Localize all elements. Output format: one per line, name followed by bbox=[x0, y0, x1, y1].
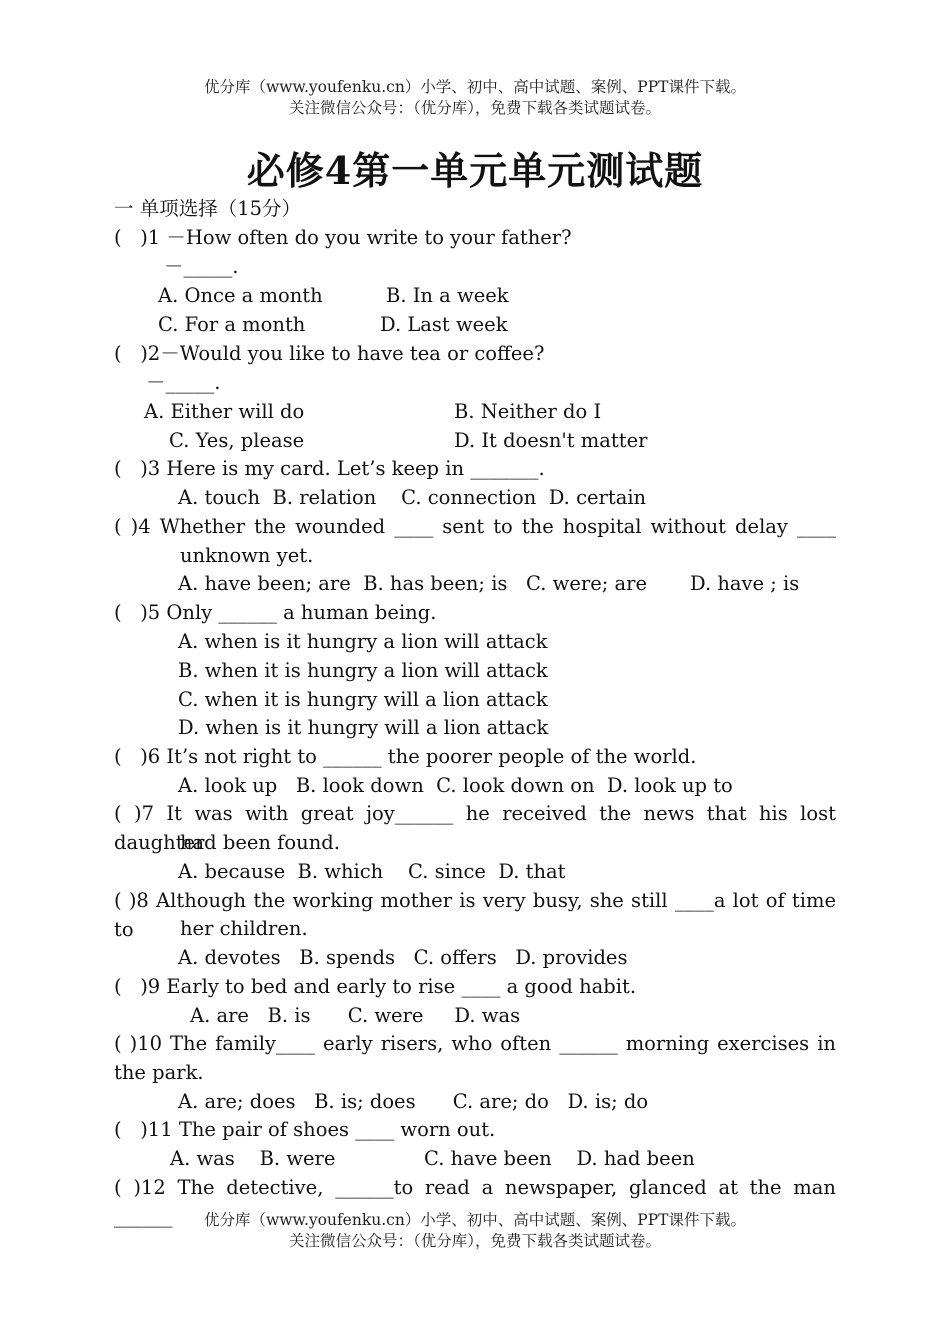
q5-option-d: D. when is it hungry will a lion attack bbox=[178, 716, 549, 739]
q6-options: A. look up B. look down C. look down on D. look up to bbox=[178, 774, 733, 797]
q11-stem: ( )11 The pair of shoes ____ worn out. bbox=[114, 1118, 496, 1141]
q5-option-c: C. when it is hungry will a lion attack bbox=[178, 688, 548, 711]
page-header bbox=[0, 77, 950, 119]
page-footer bbox=[0, 1210, 950, 1252]
q1-stem: ( )1 －How often do you write to your father? bbox=[114, 226, 572, 249]
q3-options: A. touch B. relation C. connection D. certain bbox=[178, 486, 647, 509]
q10-stem-continued: the park. bbox=[114, 1061, 204, 1084]
q1-option-a: A. Once a month bbox=[158, 284, 323, 307]
q4-option-d: D. have ; is bbox=[690, 572, 800, 595]
q4-stem-continued: unknown yet. bbox=[180, 544, 314, 567]
q2-answer-blank: －_____. bbox=[146, 371, 221, 394]
q8-options: A. devotes B. spends C. offers D. provides bbox=[178, 946, 628, 969]
q1-option-d: D. Last week bbox=[380, 313, 508, 336]
q7-stem-continued: had been found. bbox=[180, 831, 340, 854]
q3-stem: ( )3 Here is my card. Let’s keep in _______. bbox=[114, 457, 545, 480]
q9-options: A. are B. is C. were D. was bbox=[190, 1004, 521, 1027]
q2-option-a: A. Either will do bbox=[144, 400, 305, 423]
q4-options: A. have been; are B. has been; is C. were; are bbox=[178, 572, 648, 595]
q10-stem: ( )10 The family____ early risers, who often ______ morning exercises in bbox=[114, 1032, 836, 1055]
q11-options-cd: C. have been D. had been bbox=[424, 1147, 695, 1170]
q7-options: A. because B. which C. since D. that bbox=[178, 860, 566, 883]
q10-options: A. are; does B. is; does C. are; do D. is; do bbox=[178, 1090, 649, 1113]
q5-option-b: B. when it is hungry a lion will attack bbox=[178, 659, 548, 682]
q2-option-b: B. Neither do I bbox=[454, 400, 602, 423]
q5-option-a: A. when is it hungry a lion will attack bbox=[178, 630, 548, 653]
q1-option-c: C. For a month bbox=[158, 313, 306, 336]
q1-answer-blank: －_____. bbox=[164, 255, 239, 278]
header-line-2: 关注微信公众号：（优分库），免费下载各类试题试卷。 bbox=[288, 99, 661, 117]
q4-stem: ( )4 Whether the wounded ____ sent to the hospital without delay ____ bbox=[114, 515, 836, 538]
q2-stem: ( )2－Would you like to have tea or coffee? bbox=[114, 342, 545, 365]
q6-stem: ( )6 It’s not right to ______ the poorer people of the world. bbox=[114, 745, 697, 768]
q9-stem: ( )9 Early to bed and early to rise ____ a good habit. bbox=[114, 975, 637, 998]
footer-line-2: 关注微信公众号：（优分库），免费下载各类试题试卷。 bbox=[288, 1232, 661, 1250]
q11-options-ab: A. was B. were bbox=[170, 1147, 336, 1170]
q2-option-d: D. It doesn't matter bbox=[454, 429, 648, 452]
q7-stem: ( )7 It was with great joy______ he received the news that his lost daughter bbox=[114, 802, 836, 854]
footer-line-1: 优分库（www.youfenku.cn）小学、初中、高中试题、案例、PPT课件下载。 bbox=[203, 1211, 747, 1229]
q8-stem-continued: her children. bbox=[180, 917, 308, 940]
q12-stem: ( )12 The detective, ______to read a newspaper, glanced at the man ______ bbox=[114, 1176, 836, 1228]
section-heading: 一 单项选择（15分） bbox=[114, 197, 302, 220]
q2-option-c: C. Yes, please bbox=[169, 429, 305, 452]
q8-stem: ( )8 Although the working mother is very busy, she still ____a lot of time to bbox=[114, 889, 836, 941]
q5-stem: ( )5 Only ______ a human being. bbox=[114, 601, 437, 624]
header-line-1: 优分库（www.youfenku.cn）小学、初中、高中试题、案例、PPT课件下载。 bbox=[203, 78, 747, 96]
page-title: 必修4第一单元单元测试题 bbox=[246, 148, 704, 193]
q1-option-b: B. In a week bbox=[386, 284, 509, 307]
